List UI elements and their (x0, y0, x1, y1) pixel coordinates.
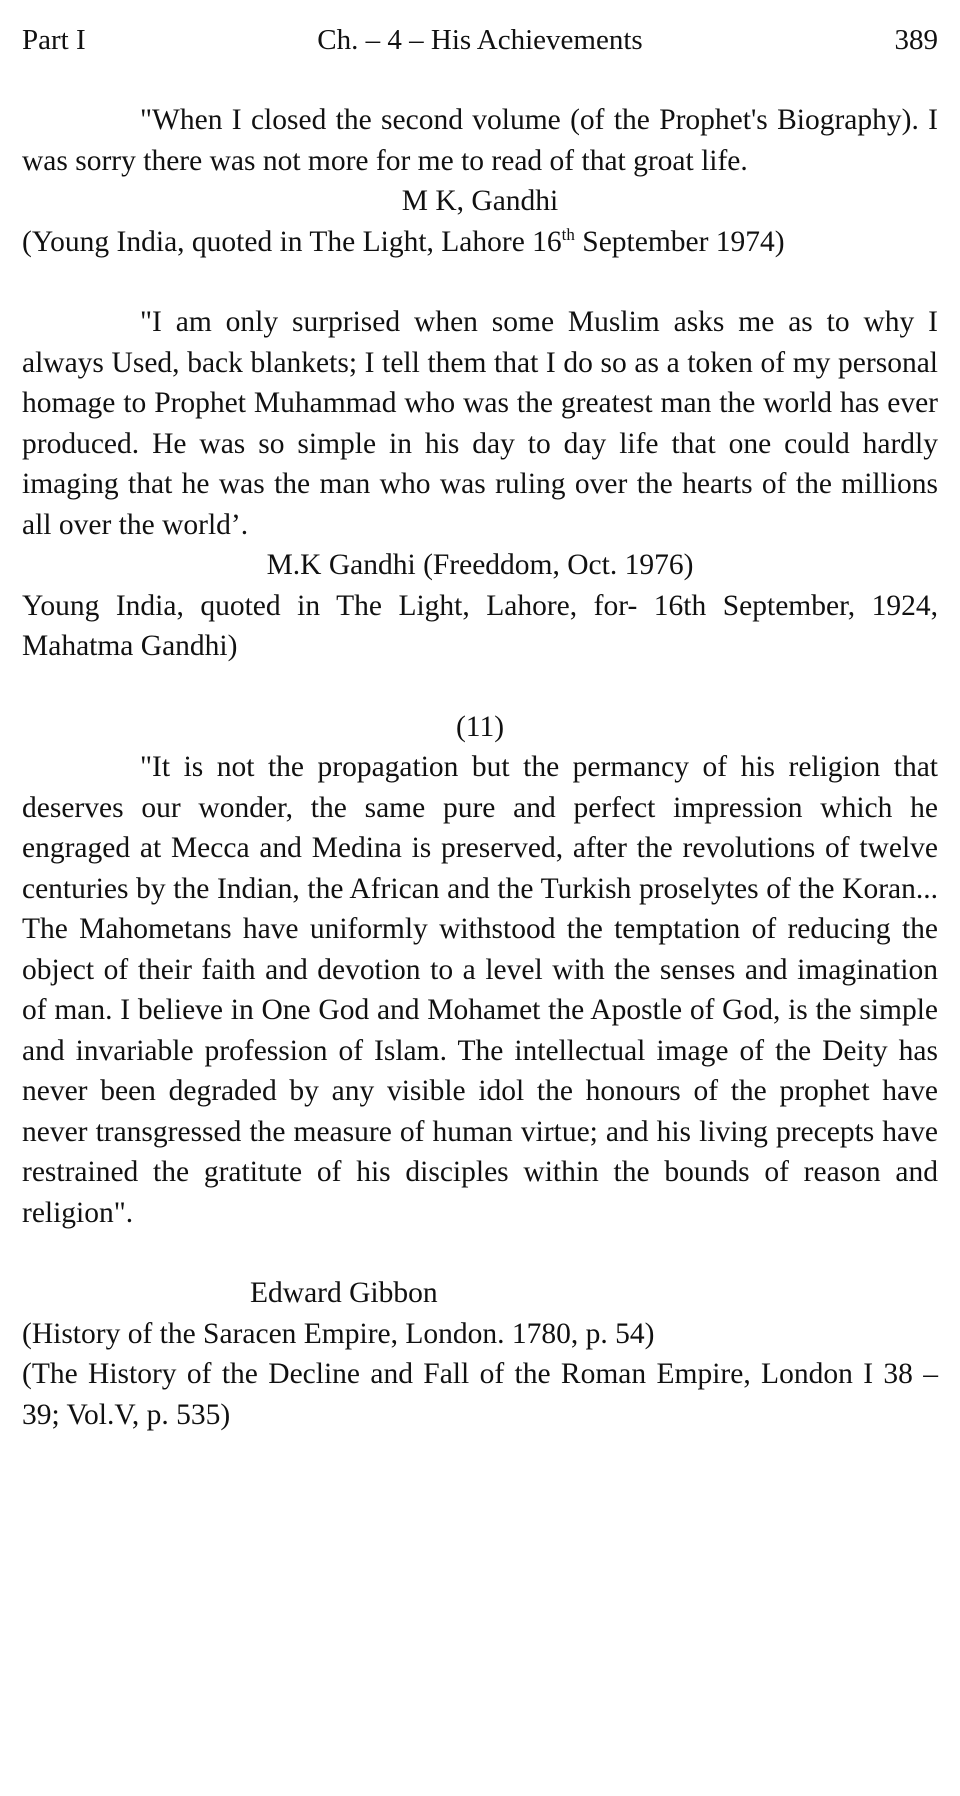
quote-source (22, 222, 938, 263)
spacer (22, 1233, 938, 1273)
quote-author: M K, Gandhi (401, 185, 559, 217)
chapter-title: Ch. – 4 – His Achievements (317, 24, 643, 56)
spacer (22, 667, 938, 707)
quote-gandhi-biography: "When I closed the second volume (of the Prophet's Biography). I was sorry there was not more for me to read of that groat life. (22, 104, 938, 177)
quote-source: Young India, quoted in The Light, Lahore, for- 16th September, 1924, Mahatma Gandhi) (22, 589, 938, 662)
source-text-end: September 1974) (574, 225, 785, 258)
quote-source: (History of the Saracen Empire, London. 1780, p. 54) (22, 1317, 655, 1350)
quote-author: Edward Gibbon (250, 1277, 438, 1309)
page-body (22, 100, 938, 1435)
book-page (22, 18, 938, 1435)
page-number: 389 (894, 24, 938, 56)
quote-gibbon: "It is not the propagation but the permancy of his religion that deserves our wonder, the same pure and perfect impression which he engraged at Mecca and Medina is preserved, after the revolutions of twelve centuries by the Indian, the African and the Turkish proselytes of the Koran... The Mahometans have uniformly withstood the temptation of reducing the object of their faith and devotion to a level with the senses and imagination of man. I believe in One God and Mohamet the Apostle of God, is the simple and invariable profession of Islam. The intellectual image of the Deity has never been degraded by any visible idol the honours of the prophet have never transgressed the measure of human virtue; and his living precepts have restrained the gratitute of his disciples within the bounds of reason and religion". (22, 751, 938, 1229)
running-header (22, 18, 938, 62)
quote-number: (11) (455, 710, 505, 743)
ordinal-suffix: th (561, 224, 575, 244)
quote-source: (The History of the Decline and Fall of the Roman Empire, London I 38 – 39; Vol.V, p. 535) (22, 1358, 938, 1431)
spacer (22, 262, 938, 302)
source-text: (Young India, quoted in The Light, Lahore 16 (22, 225, 562, 258)
part-label: Part I (22, 24, 86, 56)
quote-author: M.K Gandhi (Freeddom, Oct. 1976) (266, 549, 694, 581)
quote-gandhi-blankets: "I am only surprised when some Muslim asks me as to why I always Used, back blankets; I tell them that I do so as a token of my personal homage to Prophet Muhammad who was the greatest man the world has ever produced. He was so simple in his day to day life that one could hardly imaging that he was the man who was ruling over the hearts of the millions all over the world’. (22, 306, 938, 541)
